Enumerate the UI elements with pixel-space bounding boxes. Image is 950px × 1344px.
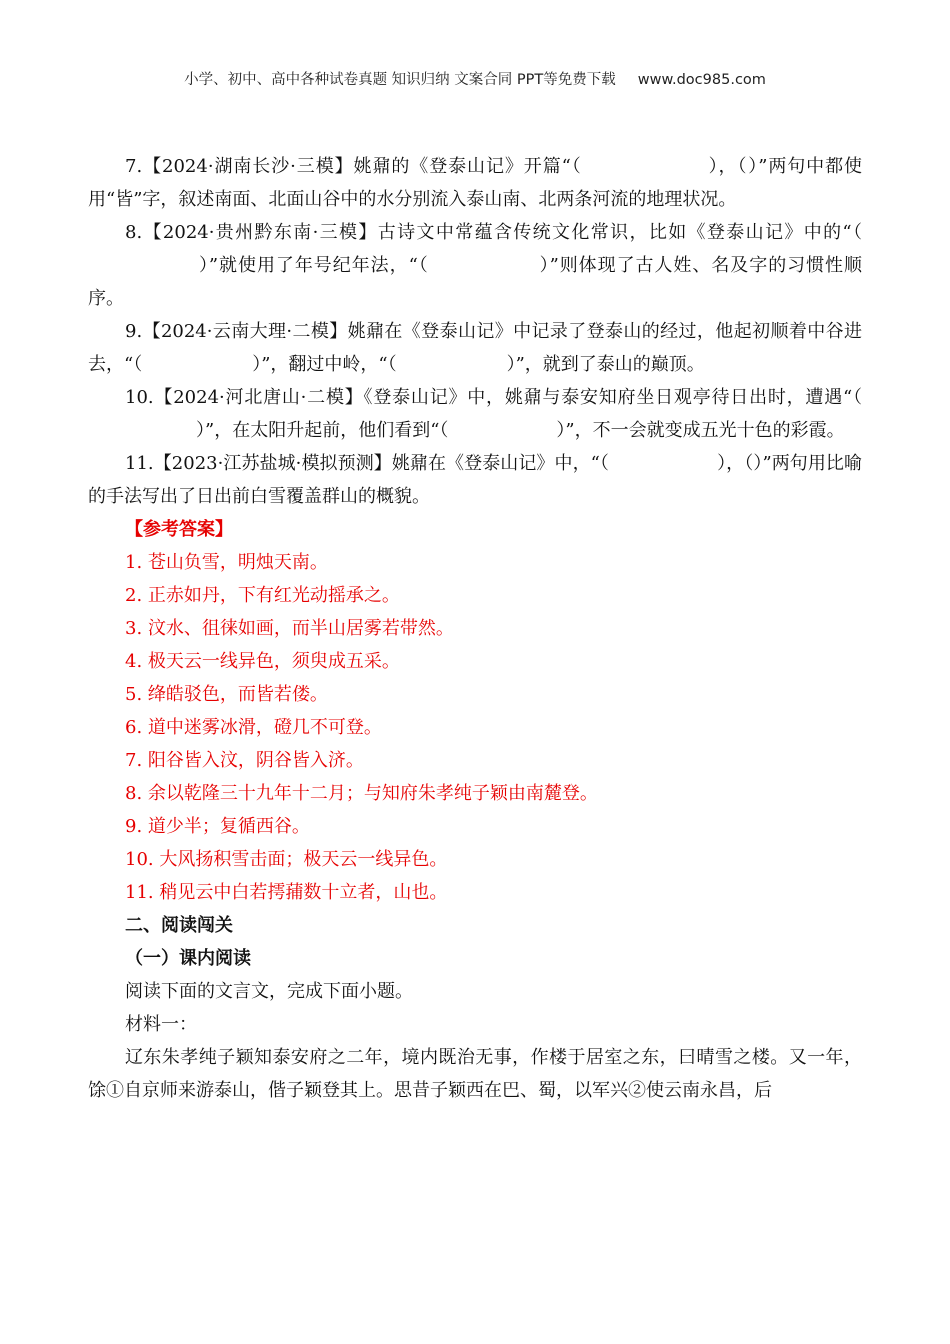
question-8: [88, 216, 862, 315]
answer-item: 5. 绛皓驳色，而皆若偻。: [125, 684, 328, 705]
answer-item: 11. 稍见云中白若摴蒱数十立者，山也。: [125, 882, 448, 903]
question-number: 7.: [125, 156, 143, 177]
question-text: 姚鼐在《登泰山记》中记录了登泰山的经过，他起初顺着中谷进去，“（: [88, 321, 862, 375]
material-label: 材料一：: [125, 1014, 197, 1035]
question-9: [88, 315, 862, 381]
question-text: ），（: [717, 453, 754, 474]
question-10: [88, 381, 862, 447]
section-title: 二、阅读闯关: [125, 915, 233, 936]
question-text: ）”，就到了泰山的巅顶。: [506, 354, 705, 375]
question-source: 【2024·贵州黔东南·三模】: [142, 222, 378, 243]
question-11: [88, 447, 862, 513]
question-text: ）”，在太阳升起前，他们看到“（: [196, 420, 449, 441]
question-number: 8.: [125, 222, 143, 243]
header-text: 小学、初中、高中各种试卷真题 知识归纳 文案合同 PPT等免费下载: [184, 72, 616, 88]
document-body: [88, 150, 862, 1107]
subsection-title: （一）课内阅读: [125, 948, 251, 969]
answers-title: 【参考答案】: [125, 519, 233, 540]
question-source: 【2024·湖南长沙·三模】: [142, 156, 354, 177]
question-text: 姚鼐的《登泰山记》开篇“（: [353, 156, 582, 177]
answer-item: 1. 苍山负雪，明烛天南。: [125, 552, 328, 573]
question-text: ）”两句中都使用“皆”字，叙述南面、北面山谷中的水分别流入泰山南、北两条河流的地理状况。: [88, 156, 863, 210]
question-number: 11.: [125, 453, 154, 474]
question-text: ）”就使用了年号纪年法，“（: [198, 255, 429, 276]
question-text: ）”，不一会就变成五光十色的彩霞。: [556, 420, 845, 441]
question-7: [88, 150, 862, 216]
question-text: 姚鼐在《登泰山记》中，“（: [391, 453, 609, 474]
question-source: 【2024·河北唐山·二模】: [153, 387, 364, 408]
answer-item: 9. 道少半；复循西谷。: [125, 816, 310, 837]
answer-item: 7. 阳谷皆入汶，阴谷皆入济。: [125, 750, 364, 771]
answer-item: 6. 道中迷雾冰滑，磴几不可登。: [125, 717, 382, 738]
answer-item: 3. 汶水、徂徕如画，而半山居雾若带然。: [125, 618, 454, 639]
instruction-text: 阅读下面的文言文，完成下面小题。: [125, 981, 413, 1002]
question-number: 9.: [125, 321, 143, 342]
question-source: 【2023·江苏盐城·模拟预测】: [153, 453, 392, 474]
question-text: ）”，翻过中岭，“（: [252, 354, 397, 375]
answer-item: 2. 正赤如丹，下有红光动摇承之。: [125, 585, 400, 606]
material-text: 辽东朱孝纯子颖知泰安府之二年，境内既治无事，作楼于居室之东，曰晴雪之楼。又一年，馀①自京师来游泰山，偕子颖登其上。思昔子颖西在巴、蜀，以军兴②使云南永昌，后: [88, 1047, 862, 1101]
answer-item: 10. 大风扬积雪击面；极天云一线异色。: [125, 849, 448, 870]
question-source: 【2024·云南大理·二模】: [142, 321, 348, 342]
question-number: 10.: [125, 387, 154, 408]
question-text: ）”则体现了古人姓、名及字的习惯性顺序。: [88, 255, 862, 309]
question-text: 《登泰山记》中，姚鼐与泰安知府坐日观亭待日出时，遭遇“（: [363, 387, 862, 408]
answer-item: 8. 余以乾隆三十九年十二月；与知府朱孝纯子颖由南麓登。: [125, 783, 598, 804]
header-site: www.doc985.com: [637, 72, 766, 88]
answer-item: 4. 极天云一线异色，须臾成五采。: [125, 651, 400, 672]
question-text: ）”两句用比喻的手法写出了日出前白雪覆盖群山的概貌。: [88, 453, 863, 507]
question-text: 古诗文中常蕴含传统文化常识，比如《登泰山记》中的“（: [377, 222, 862, 243]
question-text: ），（: [707, 156, 748, 177]
page-header: [0, 68, 950, 89]
